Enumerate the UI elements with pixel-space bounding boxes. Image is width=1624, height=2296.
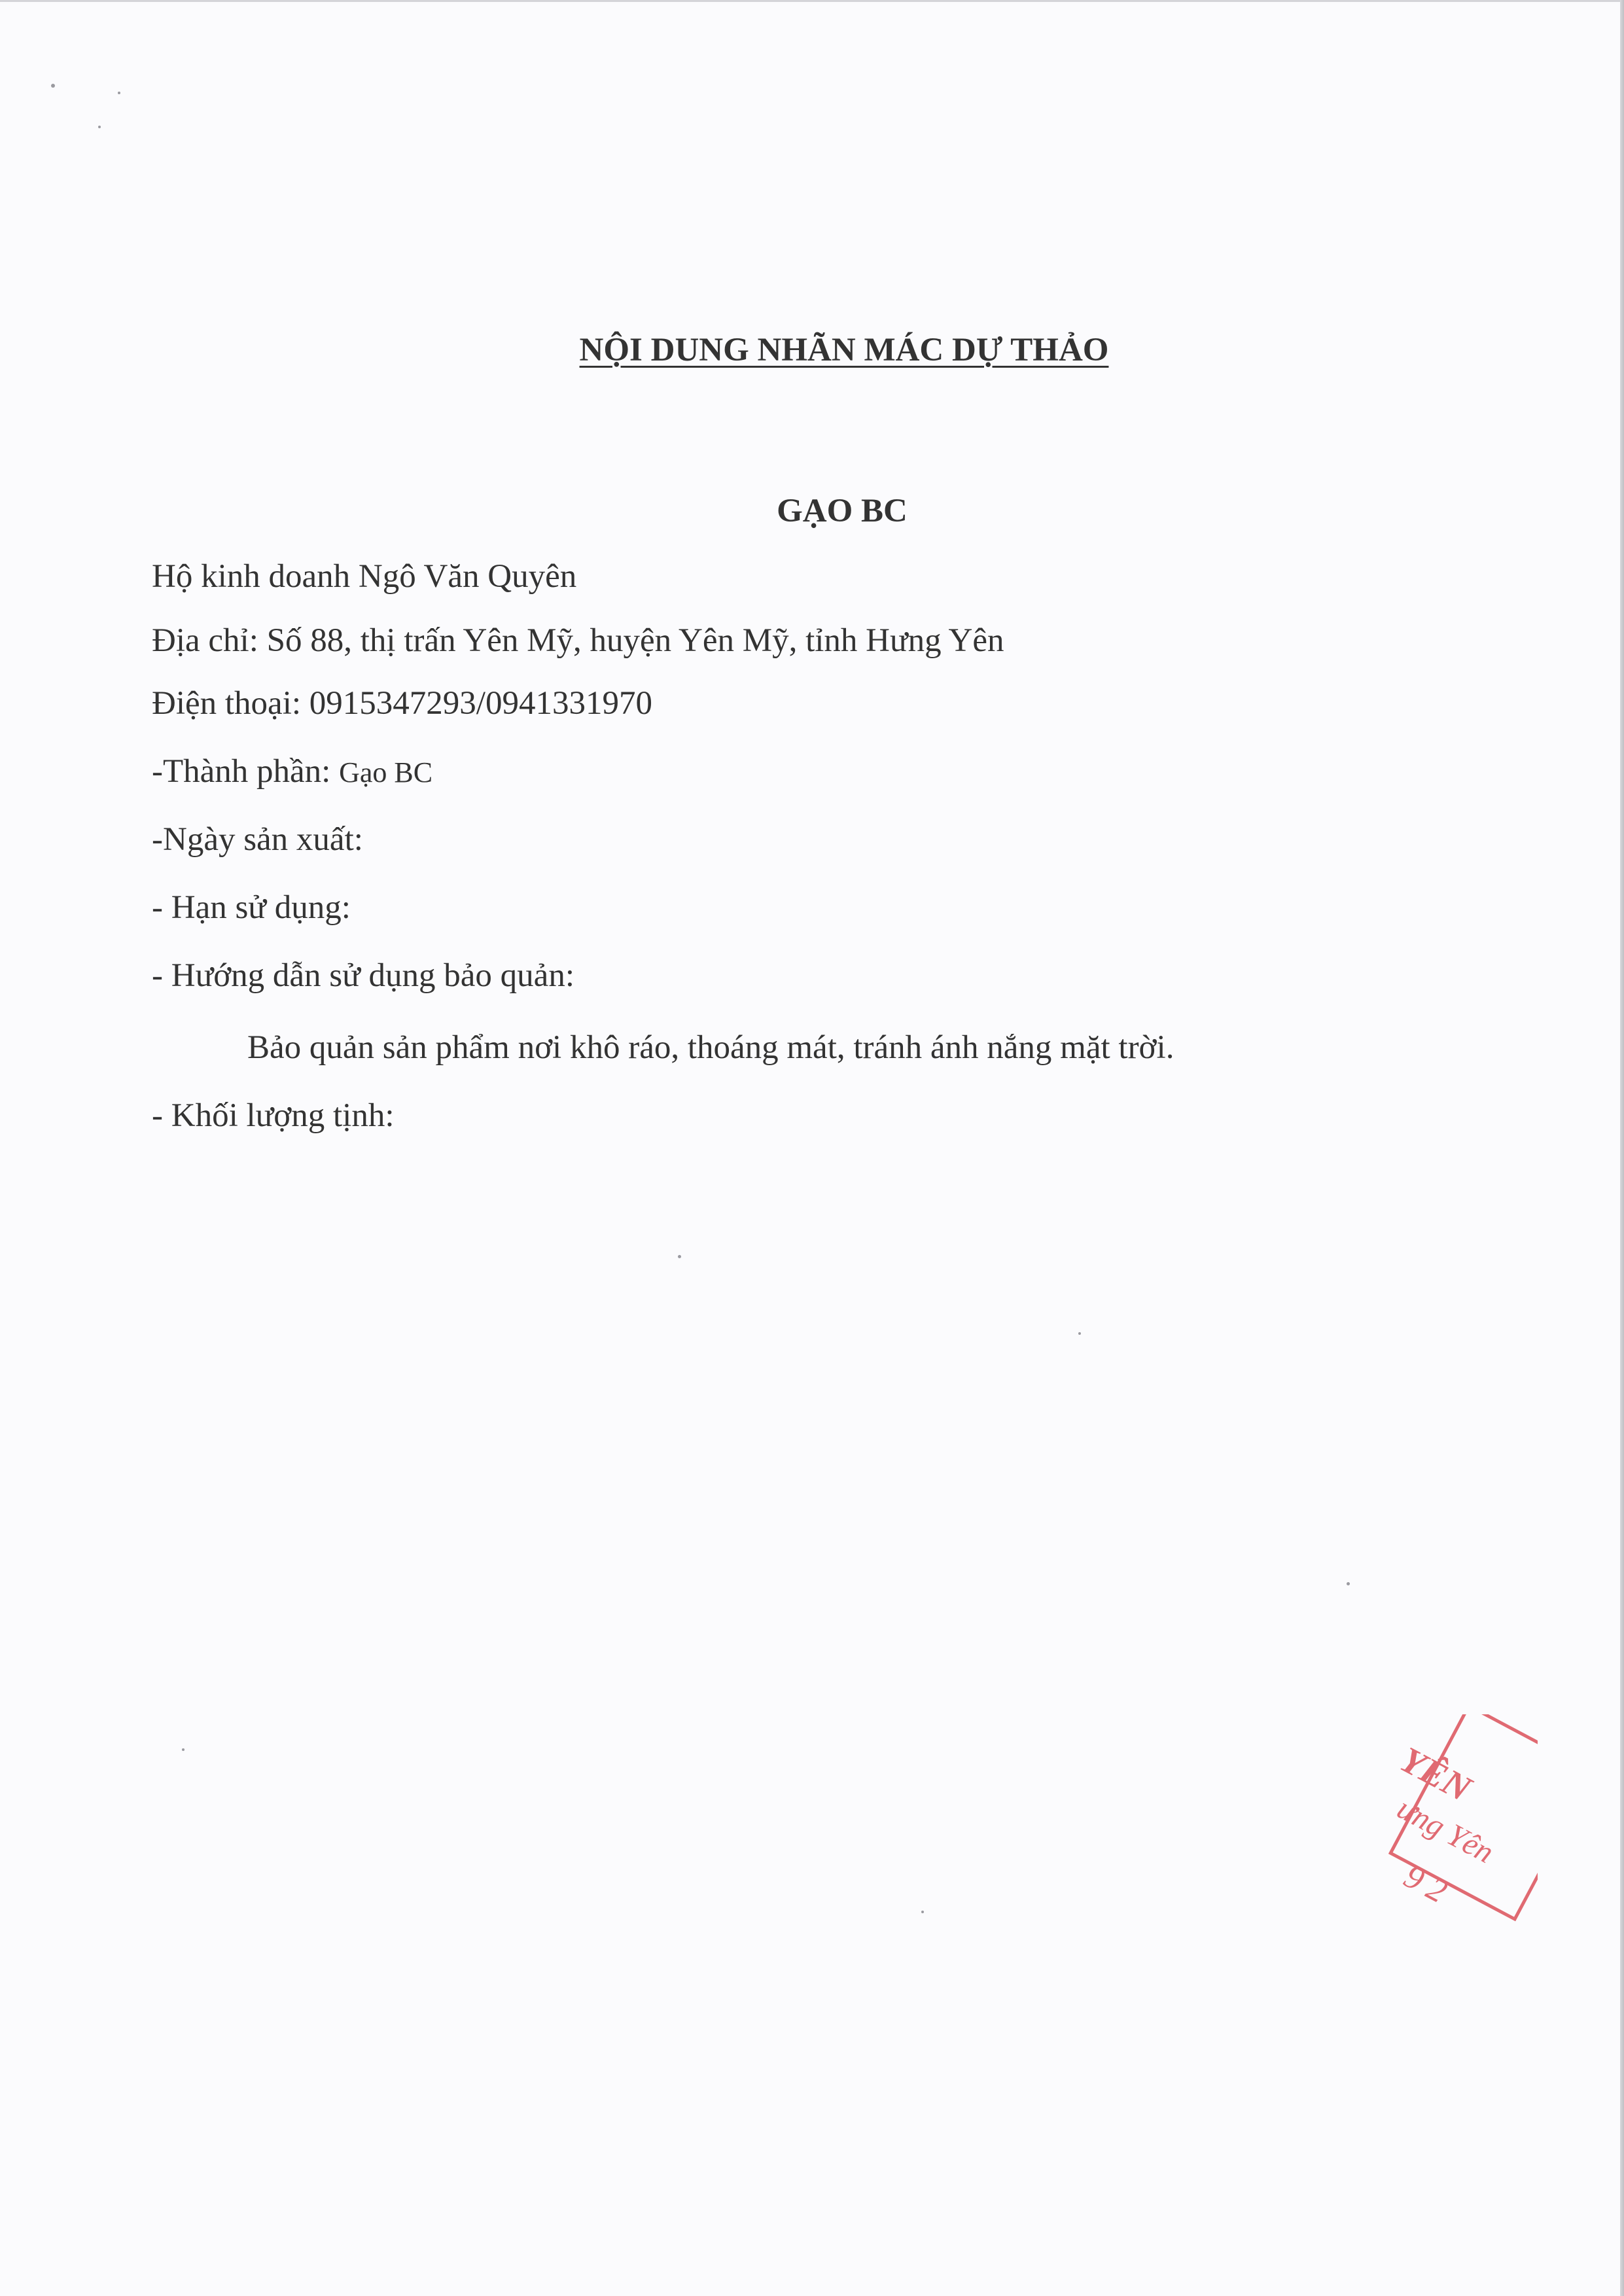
stamp-text-2: ưng Yên (1391, 1790, 1500, 1871)
scan-speck (1078, 1332, 1081, 1335)
instructions-text: Bảo quản sản phẩm nơi khô ráo, thoáng mát, tránh ánh nắng mặt trời. (247, 1029, 1174, 1066)
page-edge-top (0, 0, 1624, 2)
red-stamp (1381, 1714, 1538, 1937)
scan-speck (1347, 1582, 1350, 1585)
scan-speck (678, 1255, 681, 1258)
document-title: NỘI DUNG NHÃN MÁC DỰ THẢO (579, 332, 1109, 368)
business-name: Hộ kinh doanh Ngô Văn Quyên (152, 558, 577, 595)
scan-speck (118, 92, 120, 94)
expiry-line: - Hạn sử dụng: (152, 889, 351, 926)
scan-speck (98, 126, 101, 128)
phone-line: Điện thoại: 0915347293/0941331970 (152, 685, 652, 722)
stamp-text-1: YÊN (1394, 1739, 1477, 1810)
scan-speck (51, 84, 55, 88)
production-date-line: -Ngày sản xuất: (152, 821, 363, 858)
instructions-label: - Hướng dẫn sử dụng bảo quản: (152, 957, 574, 994)
scan-speck (182, 1748, 185, 1751)
address-line: Địa chỉ: Số 88, thị trấn Yên Mỹ, huyện Yên Mỹ, tỉnh Hưng Yên (152, 622, 1004, 659)
stamp-text-3: 9 2 (1398, 1858, 1453, 1911)
scan-speck (921, 1911, 924, 1913)
ingredients-value: Gạo BC (339, 756, 433, 788)
net-weight-line: - Khối lượng tịnh: (152, 1097, 395, 1134)
ingredients-label: -Thành phần: (152, 753, 340, 790)
ingredients-line (152, 752, 432, 790)
product-name: GẠO BC (777, 493, 908, 529)
